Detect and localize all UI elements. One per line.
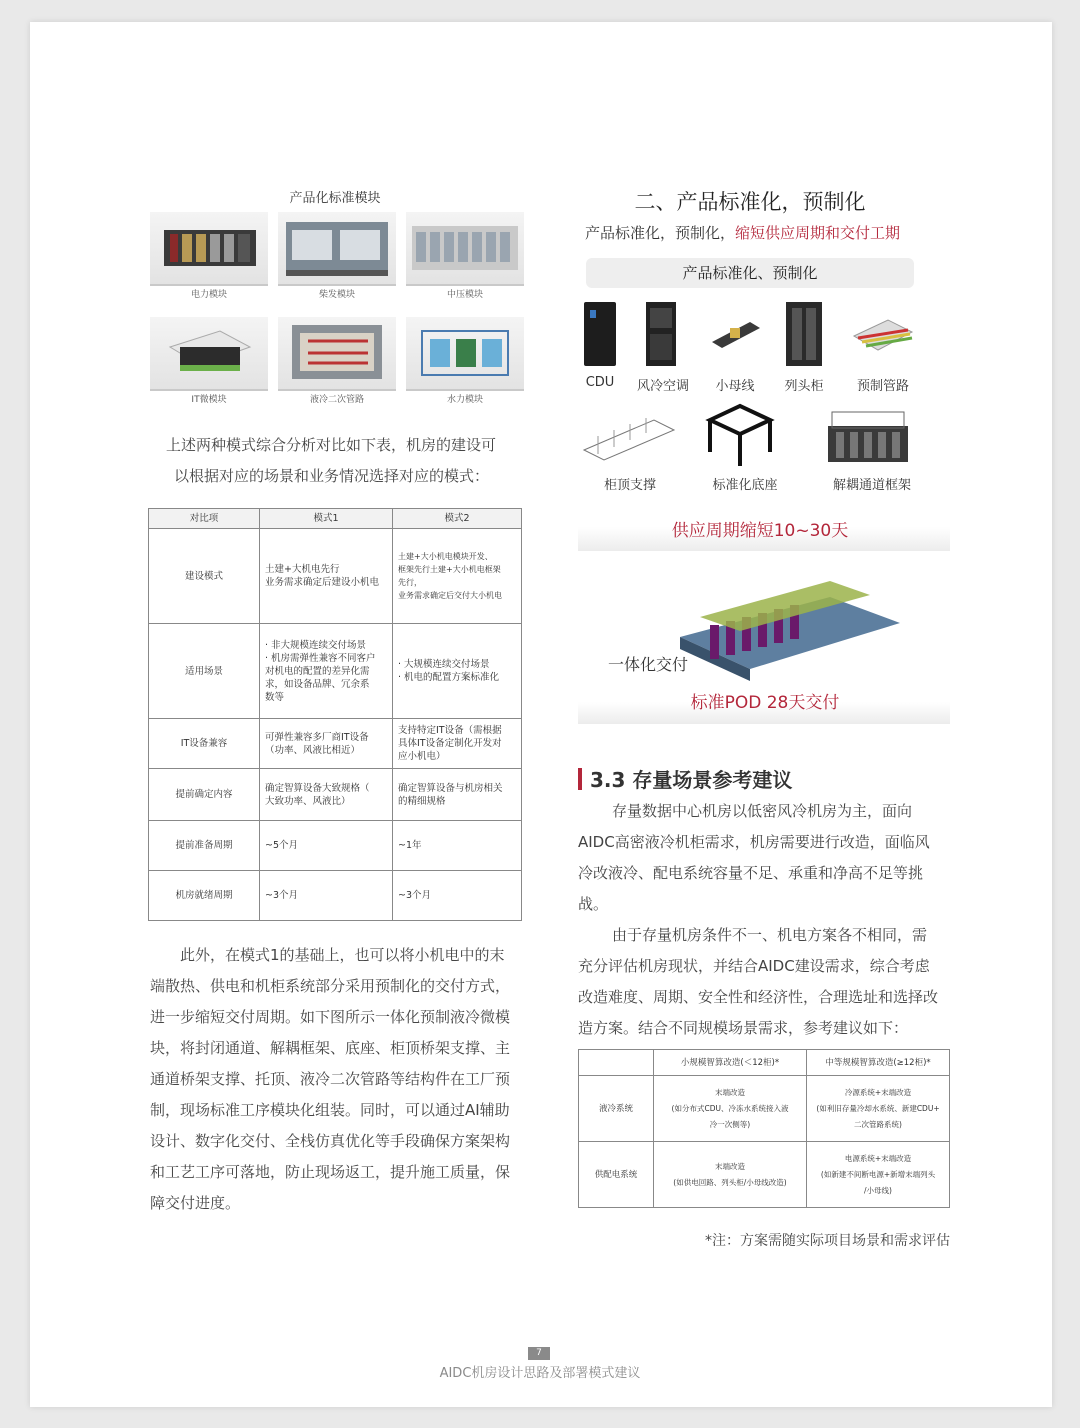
document-page (30, 22, 1052, 1407)
para-line: 端散热、供电和机柜系统部分采用预制化的交付方式， (150, 977, 511, 995)
table-cell: 机房就绪周期 (149, 871, 260, 921)
table-cell: 提前准备周期 (149, 821, 260, 871)
table-header: 模式2 (393, 509, 522, 529)
power-module-image (150, 212, 268, 286)
table-cell: 液冷系统 (579, 1076, 654, 1142)
module-label-hydraulic: 水力模块 (446, 395, 483, 405)
rack-pdu-icon (782, 298, 826, 368)
table-cell: ~3个月 (393, 871, 522, 921)
legacy-paragraph-1 (578, 796, 958, 920)
product-label-pipe: 预制管路 (856, 379, 909, 394)
para-line: 进一步缩短交付周期。如下图所示一体化预制液冷微模 (150, 1008, 511, 1026)
para-line: 障交付进度。 (150, 1194, 241, 1212)
table-cell: 建设模式 (149, 529, 260, 624)
table-cell: 末端改造 (如分布式CDU、冷冻水系统接入液 冷一次侧等) (654, 1076, 807, 1142)
table-row (149, 719, 522, 769)
pod-image (670, 577, 910, 687)
table-cell: 可弹性兼容多厂商IT设备 （功率、风液比相近） (260, 719, 393, 769)
table-row (579, 1142, 950, 1208)
para-line: 此外，在模式1的基础上，也可以将小机电中的末 (180, 946, 505, 964)
liquid-pipe-image (278, 317, 396, 391)
top-support-icon (578, 406, 678, 466)
module-label-pipe: 液冷二次管路 (309, 395, 364, 405)
footer-title: AIDC机房设计思路及部署模式建议 (439, 1366, 641, 1381)
table-row (149, 871, 522, 921)
table-header (579, 1050, 654, 1076)
intro-line: 上述两种模式综合分析对比如下表，机房的建设可 (166, 436, 497, 454)
it-micro-module-image (150, 317, 268, 391)
table-cell: 供配电系统 (579, 1142, 654, 1208)
integrated-delivery-text: 一体化交付 (608, 655, 689, 674)
product-label-ac: 风冷空调 (636, 379, 689, 394)
modules-title: 产品化标准模块 (289, 191, 381, 206)
module-label-diesel: 柴发模块 (318, 290, 355, 300)
prefab-pipe-icon (848, 312, 918, 362)
pod-delivery-text: 标准POD 28天交付 (690, 693, 840, 713)
table-cell: ~5个月 (260, 821, 393, 871)
table-row (149, 529, 522, 624)
para-line: 战。 (578, 895, 609, 913)
decoupled-frame-icon (820, 402, 916, 468)
table-cell: · 大规模连续交付场景 · 机电的配置方案标准化 (393, 624, 522, 719)
mode-comparison-table (148, 508, 522, 921)
subtitle-prefix: 产品标准化，预制化， (585, 224, 736, 242)
para-line: 块，将封闭通道、解耦框架、底座、柜顶桥架支撑、主 (150, 1039, 511, 1057)
table-row (149, 769, 522, 821)
para-line: 通道桥架支撑、托顶、液冷二次管路等结构件在工厂预 (150, 1070, 511, 1088)
page-number: 7 (528, 1347, 550, 1360)
table-row (149, 624, 522, 719)
table-cell: 确定智算设备大致规格（ 大致功率、风液比） (260, 769, 393, 821)
prefab-paragraph (150, 940, 530, 1219)
para-line: 冷改液冷、配电系统容量不足、承重和净高不足等挑 (578, 864, 924, 882)
section-heading: 二、产品标准化，预制化 (634, 190, 866, 214)
module-label-mv: 中压模块 (446, 290, 483, 300)
para-line: 由于存量机房条件不一、机电方案各不相同，需 (612, 926, 928, 944)
cdu-icon (578, 298, 622, 368)
product-label-top-support: 柜顶支撑 (603, 478, 656, 493)
renovation-table (578, 1049, 950, 1208)
table-row (579, 1076, 950, 1142)
section-accent-bar (578, 768, 582, 790)
product-label-pdu: 列头柜 (784, 379, 824, 394)
product-label-cdu: CDU (585, 375, 615, 390)
product-label-base: 标准化底座 (712, 478, 778, 493)
table-header: 对比项 (149, 509, 260, 529)
product-label-busway: 小母线 (715, 379, 755, 394)
table-header: 小规模智算改造(＜12柜)* (654, 1050, 807, 1076)
table-cell: ~1年 (393, 821, 522, 871)
diesel-module-image (278, 212, 396, 286)
intro-line: 以根据对应的场景和业务情况选择对应的模式： (174, 467, 490, 485)
footnote: *注：方案需随实际项目场景和需求评估 (705, 1233, 950, 1249)
table-header: 中等规模智算改造(≥12柜)* (807, 1050, 950, 1076)
section-title: 3.3 存量场景参考建议 (590, 768, 793, 792)
mv-module-image (406, 212, 524, 286)
module-label-it: IT微模块 (191, 395, 227, 405)
table-cell: ~3个月 (260, 871, 393, 921)
standardization-banner: 产品标准化、预制化 (586, 258, 914, 288)
table-row (149, 821, 522, 871)
table-cell: 电源系统+末端改造 (如新建不间断电源+新增末端列头 /小母线) (807, 1142, 950, 1208)
table-cell: 提前确定内容 (149, 769, 260, 821)
heading-subtitle (585, 222, 925, 243)
para-line: 改造难度、周期、安全性和经济性，合理选址和选择改 (578, 988, 939, 1006)
table-cell: 冷源系统+末端改造 (如利旧存量冷却水系统、新建CDU+ 二次管路系统) (807, 1076, 950, 1142)
table-cell: 适用场景 (149, 624, 260, 719)
para-line: 制，现场标准工序模块化组装。同时，可以通过AI辅助 (150, 1101, 510, 1119)
table-cell: 末端改造 (如供电回路、列头柜/小母线改造) (654, 1142, 807, 1208)
standard-base-icon (702, 400, 778, 470)
busway-icon (706, 312, 766, 356)
module-label-power: 电力模块 (190, 290, 227, 300)
table-cell: 支持特定IT设备（需根据 具体IT设备定制化开发对 应小机电） (393, 719, 522, 769)
table-cell: · 非大规模连续交付场景 · 机房需弹性兼容不同客户 对机电的配置的差异化需 求，如设备品牌、冗余系 数等 (260, 624, 393, 719)
para-line: AIDC高密液冷机柜需求，机房需要进行改造，面临风 (578, 833, 930, 851)
subtitle-highlight: 缩短供应周期和交付工期 (735, 224, 901, 242)
product-label-frame: 解耦通道框架 (832, 478, 911, 493)
para-line: 充分评估机房现状，并结合AIDC建设需求，综合考虑 (578, 957, 930, 975)
table-cell: 土建+大机电先行 业务需求确定后建设小机电 (260, 529, 393, 624)
para-line: 存量数据中心机房以低密风冷机房为主，面向 (612, 802, 913, 820)
table-cell: 确定智算设备与机房相关 的精细规格 (393, 769, 522, 821)
para-line: 造方案。结合不同规模场景需求，参考建议如下： (578, 1019, 909, 1037)
para-line: 设计、数字化交付、全栈仿真优化等手段确保方案架构 (150, 1132, 511, 1150)
intro-paragraph (166, 430, 526, 492)
table-cell: 土建+大小机电模块开发、 框架先行土建+大小机电框架 先行， 业务需求确定后交付大小机电 (393, 529, 522, 624)
table-header: 模式1 (260, 509, 393, 529)
table-cell: IT设备兼容 (149, 719, 260, 769)
supply-cycle-text: 供应周期缩短10~30天 (671, 521, 849, 541)
hydraulic-module-image (406, 317, 524, 391)
air-conditioner-icon (638, 298, 682, 368)
legacy-paragraph-2 (578, 920, 958, 1044)
para-line: 和工艺工序可落地，防止现场返工，提升施工质量，保 (150, 1163, 511, 1181)
